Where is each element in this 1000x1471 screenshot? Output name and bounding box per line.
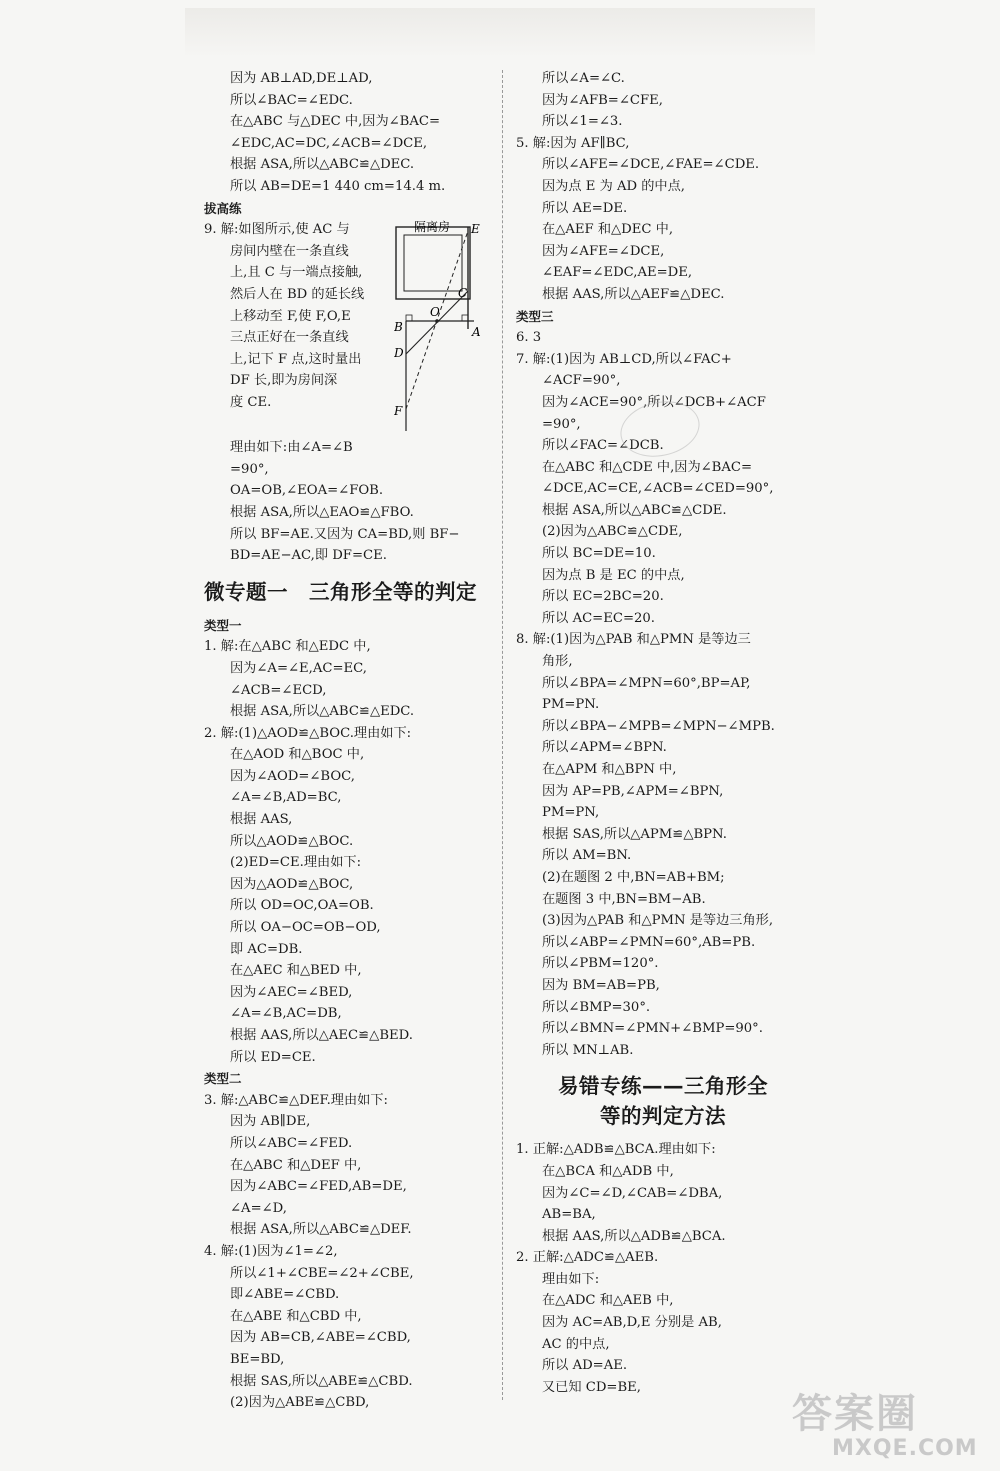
text-line: 理由如下:由∠A=∠B (230, 440, 353, 456)
text-line: 因为∠ABC=∠FED,AB=DE, (230, 1179, 407, 1195)
text-line: 所以 AE=DE. (542, 200, 628, 216)
text-line: 在△BCA 和△ADB 中, (542, 1163, 674, 1179)
text-line: ∠DCE,AC=CE,∠ACB=∠CED=90°, (542, 481, 774, 497)
right-angle-B (406, 315, 412, 321)
column-divider (502, 70, 503, 1400)
text-line: 7. 解:(1)因为 AB⊥CD,所以∠FAC+ (516, 351, 732, 367)
text-line: 根据 AAS,所以△ADB≌△BCA. (542, 1228, 726, 1244)
text-line: 在△APM 和△BPN 中, (542, 762, 677, 777)
text-line: 房间内壁在一条直线 (230, 243, 349, 259)
text-line: 因为 BM=AB=PB, (542, 977, 660, 993)
text-line: 所以∠PBM=120°. (542, 956, 659, 972)
text-line: 在△AOD 和△BOC 中, (230, 747, 365, 763)
text-line: PM=PN, (542, 805, 600, 821)
right-angle-A (462, 315, 468, 321)
section-subheading: 类型一 (204, 617, 242, 633)
text-line: ∠ACB=∠ECD, (230, 682, 327, 698)
room-inner-wall (404, 235, 462, 291)
room-label: 隔离房 (414, 220, 451, 235)
text-line: BE=BD, (230, 1351, 285, 1367)
label-E: E (471, 222, 480, 237)
text-line: 根据 ASA,所以△ABC≌△DEF. (230, 1222, 412, 1238)
text-line: 即∠ABE=∠CBD. (230, 1287, 340, 1303)
text-line: 根据 ASA,所以△EAO≌△FBO. (230, 504, 414, 520)
text-line: 上移动至 F,使 F,O,E (230, 308, 351, 324)
label-O: O (430, 305, 440, 320)
text-line: AB=BA, (542, 1207, 596, 1223)
text-line: 所以 OA−OC=OB−OD, (230, 920, 381, 936)
text-line: 所以 AM=BN. (542, 848, 632, 864)
text-line: 在△ABC 和△CDE 中,因为∠BAC= (542, 459, 753, 475)
text-line: 因为 AB∥DE, (230, 1114, 311, 1130)
text-line: 2. 正解:△ADC≌△AEB. (516, 1250, 659, 1266)
text-line: 根据 ASA,所以△ABC≌△CDE. (542, 502, 727, 518)
text-line: 所以∠ABP=∠PMN=60°,AB=PB. (542, 934, 756, 950)
text-line: 根据 ASA,所以△ABC≌△EDC. (230, 704, 415, 720)
text-line: 所以∠BPA−∠MPB=∠MPN−∠MPB. (542, 718, 775, 734)
text-line: (2)因为△ABE≌△CBD, (230, 1395, 370, 1411)
text-line: 4. 解:(1)因为∠1=∠2, (204, 1243, 338, 1259)
section-1-answers (204, 615, 490, 1414)
text-line: 所以∠BMP=30°. (542, 999, 651, 1015)
section-1-answers-cont (516, 68, 798, 1061)
text-line: 所以∠APM=∠BPN. (542, 740, 667, 756)
text-line: ∠EDC,AC=DC,∠ACB=∠DCE, (230, 135, 428, 151)
text-line: (2)ED=CE.理由如下: (230, 855, 362, 871)
label-F: F (394, 404, 403, 419)
text-line: 因为∠AFE=∠DCE, (542, 243, 665, 259)
text-line: 上,且 C 与一端点接触, (230, 265, 363, 281)
text-line: (2)因为△ABC≌△CDE, (542, 524, 683, 540)
text-line: 2. 解:(1)△AOD≌△BOC.理由如下: (204, 725, 412, 741)
text-line: 根据 ASA,所以△ABC≌△DEC. (230, 157, 415, 173)
text-line: 理由如下: (542, 1271, 600, 1287)
section-title-2 (516, 1071, 798, 1131)
text-line: ∠A=∠D, (230, 1200, 287, 1216)
text-line: 因为△AOD≌△BOC, (230, 876, 354, 892)
text-line: 所以 EC=2BC=20. (542, 589, 664, 605)
text-line: 因为点 B 是 EC 的中点, (542, 567, 685, 583)
text-line: 9. 解:如图所示,使 AC 与 (204, 222, 350, 238)
text-line: 因为 AP=PB,∠APM=∠BPN, (542, 783, 724, 799)
text-line: 5. 解:因为 AF∥BC, (516, 135, 630, 151)
text-line: 因为 AB=CB,∠ABE=∠CBD, (230, 1330, 411, 1346)
text-line: =90°, (542, 416, 581, 432)
point-O (435, 319, 439, 323)
text-line: DF 长,即为房间深 (230, 373, 338, 389)
text-line: 在△ABC 和△DEF 中, (230, 1157, 362, 1173)
text-line: OA=OB,∠EOA=∠FOB. (230, 483, 384, 499)
section-subheading: 类型三 (516, 308, 554, 324)
text-line: 所以∠A=∠C. (542, 71, 625, 86)
section-subheading: 类型二 (204, 1071, 242, 1087)
text-line: 所以∠AFE=∠DCE,∠FAE=∠CDE. (542, 157, 760, 173)
text-line: 6. 3 (516, 330, 542, 346)
text-line: 然后人在 BD 的延长线 (230, 286, 365, 302)
text-line: 所以 BF=AE.又因为 CA=BD,则 BF− (230, 526, 460, 542)
text-line: ∠A=∠B,AC=DB, (230, 1006, 342, 1022)
text-line: 根据 SAS,所以△APM≌△BPN. (542, 826, 727, 842)
left-column (204, 68, 490, 1414)
text-line: =90°, (230, 461, 269, 477)
section-subheading: 拔高练 (204, 200, 242, 216)
problem-9 (204, 219, 490, 437)
text-line: AC 的中点, (542, 1336, 610, 1352)
section-title-1: 微专题一 三角形全等的判定 (204, 579, 477, 604)
text-line: 即 AC=DB. (230, 941, 303, 957)
text-line: 所以∠BMN=∠PMN+∠BMP=90°. (542, 1021, 763, 1037)
text-line: 所以 ED=CE. (230, 1049, 316, 1065)
text-line: 在△ABC 与△DEC 中,因为∠BAC= (230, 114, 441, 130)
text-line: 所以∠ABC=∠FED. (230, 1135, 353, 1151)
text-line: 因为∠A=∠E,AC=EC, (230, 660, 367, 676)
text-line: 因为∠AEC=∠BED, (230, 984, 353, 1000)
text-line: 因为点 E 为 AD 的中点, (542, 178, 685, 194)
text-line: 上,记下 F 点,这时量出 (230, 351, 362, 367)
site-watermark (792, 1392, 984, 1466)
label-A: A (472, 325, 481, 340)
text-line: 3. 解:△ABC≌△DEF.理由如下: (204, 1092, 388, 1108)
label-B: B (394, 320, 403, 335)
text-line: (3)因为△PAB 和△PMN 是等边三角形, (542, 913, 774, 929)
text-line: 所以△AOD≌△BOC. (230, 833, 354, 849)
text-line: 根据 AAS, (230, 812, 293, 828)
section-2-answers (516, 1139, 798, 1398)
text-line: 因为 AB⊥AD,DE⊥AD, (230, 71, 373, 86)
problem-9-text (204, 219, 394, 437)
text-line: ∠EAF=∠EDC,AE=DE, (542, 265, 693, 281)
text-line: 三点正好在一条直线 (230, 330, 349, 346)
text-line: 因为 AC=AB,D,E 分别是 AB, (542, 1315, 722, 1331)
text-line: 所以 OD=OC,OA=OB. (230, 898, 374, 914)
answer-block-8 (204, 68, 490, 219)
section-title-2-line2: 等的判定方法 (600, 1104, 726, 1129)
label-D: D (394, 346, 404, 361)
text-line: 所以∠1=∠3. (542, 114, 623, 130)
text-line: 因为∠ACE=90°,所以∠DCB+∠ACF (542, 394, 766, 410)
room-figure (394, 219, 490, 437)
text-line: 所以 MN⊥AB. (542, 1042, 634, 1058)
text-line: 因为∠AOD=∠BOC, (230, 768, 355, 784)
text-line: 所以∠1+∠CBE=∠2+∠CBE, (230, 1265, 414, 1281)
text-line: 所以 AD=AE. (542, 1358, 628, 1374)
text-line: 所以 BC=DE=10. (542, 546, 656, 562)
section-title-2-line1: 易错专练——三角形全 (558, 1074, 768, 1099)
text-line: 在△ADC 和△AEB 中, (542, 1293, 674, 1309)
text-line: 因为∠AFB=∠CFE, (542, 92, 663, 108)
label-C: C (458, 286, 468, 301)
text-line: 根据 AAS,所以△AEC≌△BED. (230, 1028, 413, 1043)
text-line: BD=AE−AC,即 DF=CE. (230, 548, 387, 564)
text-line: 所以∠BPA=∠MPN=60°,BP=AP, (542, 675, 751, 691)
text-line: 因为∠C=∠D,∠CAB=∠DBA, (542, 1185, 723, 1201)
problem-9-proof (204, 437, 490, 567)
text-line: 在△AEF 和△DEC 中, (542, 222, 674, 238)
text-line: 所以 AC=EC=20. (542, 610, 655, 626)
text-line: 1. 解:在△ABC 和△EDC 中, (204, 639, 371, 655)
text-line: 所以∠BAC=∠EDC. (230, 92, 353, 108)
text-line: PM=PN. (542, 697, 600, 713)
right-column (516, 68, 798, 1398)
text-line: 在△AEC 和△BED 中, (230, 963, 362, 979)
text-line: 又已知 CD=BE, (542, 1379, 641, 1395)
text-line: 角形, (542, 654, 573, 670)
text-line: 根据 AAS,所以△AEF≌△DEC. (542, 286, 725, 302)
text-line: 1. 正解:△ADB≌△BCA.理由如下: (516, 1142, 716, 1158)
page-top-shadow (185, 8, 815, 58)
text-line: 度 CE. (230, 394, 272, 410)
text-line: ∠A=∠B,AD=BC, (230, 790, 342, 806)
room-diagram (394, 219, 490, 437)
text-line: 根据 SAS,所以△ABE≌△CBD. (230, 1373, 413, 1389)
text-line: 8. 解:(1)因为△PAB 和△PMN 是等边三 (516, 632, 751, 648)
text-line: 所以 AB=DE=1 440 cm=14.4 m. (230, 178, 446, 194)
text-line: 在题图 3 中,BN=BM−AB. (542, 891, 706, 907)
watermark-logo-text: 答案圈 (792, 1391, 918, 1437)
text-line: (2)在题图 2 中,BN=AB+BM; (542, 869, 725, 885)
text-line: ∠ACF=90°, (542, 373, 621, 389)
text-line: 在△ABE 和△CBD 中, (230, 1308, 362, 1324)
text-line: 所以∠FAC=∠DCB. (542, 438, 664, 454)
watermark-url: MXQE.COM (832, 1436, 978, 1461)
